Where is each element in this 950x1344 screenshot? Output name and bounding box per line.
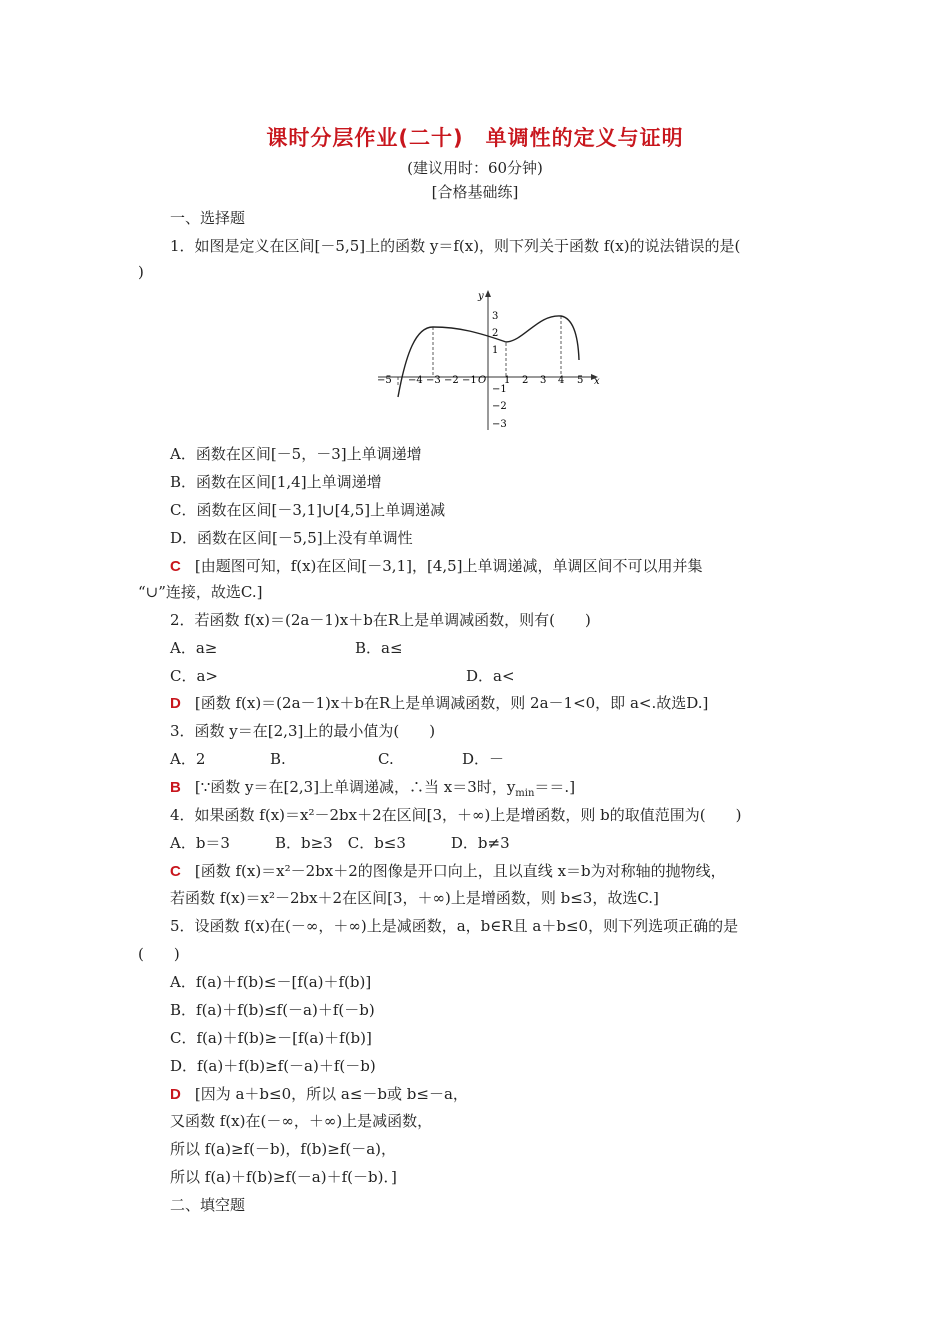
x-tick-label: −2 (444, 375, 459, 386)
q4-explanation-2: 若函数 f(x)＝x²－2bx＋2在区间[3，＋∞)上是增函数，则 b≤3，故选C.] (170, 889, 659, 907)
y-tick-label: −2 (492, 401, 507, 412)
q1-option-b: B．函数在区间[1,4]上单调递增 (170, 473, 382, 491)
q5-stem-tail: ( ) (138, 945, 180, 963)
q5-option-d: D．f(a)＋f(b)≥f(－a)＋f(－b) (170, 1057, 376, 1075)
y-tick-label: 3 (492, 311, 499, 322)
answer-letter: D (170, 1086, 181, 1103)
answer-letter: C (170, 863, 181, 880)
q5-stem: 5．设函数 f(x)在(－∞，＋∞)上是减函数，a，b∈R且 a＋b≤0，则下列选项正确的是 (170, 917, 739, 935)
q5-option-a: A．f(a)＋f(b)≤－[f(a)＋f(b)] (170, 973, 372, 991)
q1-explanation: [由题图可知，f(x)在区间[－3,1]，[4,5]上单调递减，单调区间不可以用并集 (194, 557, 703, 575)
q5-explanation-3: 所以 f(a)≥f(－b)，f(b)≥f(－a)， (170, 1140, 397, 1158)
q3-option-d: D．－ (462, 750, 505, 768)
q2-stem: 2．若函数 f(x)＝(2a－1)x＋b在R上是单调减函数，则有( ) (170, 611, 591, 629)
q1-explanation-tail: “∪”连接，故选C.] (138, 583, 263, 601)
q2-option-d: D．a< (466, 667, 515, 685)
q5-explanation: [因为 a＋b≤0，所以 a≤－b或 b≤－a， (194, 1085, 468, 1103)
q3-option-a: A．2 (170, 750, 206, 768)
q3-subscript: min (515, 788, 535, 799)
q2-option-b: B．a≤ (355, 639, 403, 657)
x-tick-label: −1 (462, 375, 477, 386)
x-tick-label: −4 (408, 375, 423, 386)
q5-answer (170, 1084, 468, 1105)
answer-letter: B (170, 779, 181, 796)
section-heading-fill: 二、填空题 (170, 1196, 246, 1214)
q1-answer (170, 556, 703, 577)
q3-explanation: [∵函数 y＝在[2,3]上单调递减，∴当 x＝3时，y (194, 778, 516, 796)
function-graph (372, 285, 608, 435)
x-tick-label: 5 (577, 375, 584, 386)
section-heading-choice: 一、选择题 (170, 209, 246, 227)
level-label: [合格基础练] (431, 183, 519, 201)
y-tick-label: −3 (492, 419, 507, 430)
origin-label: O (478, 375, 487, 386)
q5-explanation-4: 所以 f(a)＋f(b)≥f(－a)＋f(－b)．] (170, 1168, 397, 1186)
q4-explanation: [函数 f(x)＝x²－2bx＋2的图像是开口向上，且以直线 x＝b为对称轴的抛物线， (194, 862, 726, 880)
q3-option-b: B. (270, 750, 286, 768)
q3-option-c: C. (378, 750, 394, 768)
answer-letter: C (170, 558, 181, 575)
page-subtitle: (建议用时：60分钟) (407, 159, 543, 177)
q4-answer (170, 861, 726, 882)
q3-explanation-tail: ＝＝.] (534, 778, 576, 796)
q2-option-c: C．a> (170, 667, 218, 685)
q5-option-c: C．f(a)＋f(b)≥－[f(a)＋f(b)] (170, 1029, 372, 1047)
y-axis-label: y (478, 291, 484, 302)
q1-option-c: C．函数在区间[－3,1]∪[4,5]上单调递减 (170, 501, 446, 519)
q2-option-a: A．a≥ (170, 639, 218, 657)
q2-answer (170, 693, 708, 714)
q1-stem-tail: ) (138, 263, 144, 281)
q1-option-a: A．函数在区间[－5，－3]上单调递增 (170, 445, 422, 463)
x-tick-label: 4 (558, 375, 565, 386)
q3-stem: 3．函数 y＝在[2,3]上的最小值为( ) (170, 722, 436, 740)
answer-letter: D (170, 695, 181, 712)
y-tick-label: 2 (492, 328, 499, 339)
q5-option-b: B．f(a)＋f(b)≤f(－a)＋f(－b) (170, 1001, 375, 1019)
q3-answer (170, 777, 575, 804)
x-tick-label: 1 (504, 375, 511, 386)
y-tick-label: 1 (492, 345, 499, 356)
x-tick-label: −5 (377, 375, 392, 386)
q2-explanation: [函数 f(x)＝(2a－1)x＋b在R上是单调减函数，则 2a－1<0，即 a<.故选D.] (194, 694, 709, 712)
x-axis-label: x (594, 376, 600, 387)
x-tick-label: 2 (522, 375, 529, 386)
page-title: 课时分层作业(二十) 单调性的定义与证明 (266, 126, 684, 150)
q5-explanation-2: 又函数 f(x)在(－∞，＋∞)上是减函数， (170, 1112, 433, 1130)
x-tick-label: −3 (426, 375, 441, 386)
q4-options: A．b＝3 B．b≥3 C．b≤3 D．b≠3 (170, 834, 510, 852)
q1-option-d: D．函数在区间[－5,5]上没有单调性 (170, 529, 413, 547)
y-tick-label: −1 (492, 384, 507, 395)
q1-stem: 1．如图是定义在区间[－5,5]上的函数 y＝f(x)，则下列关于函数 f(x)的说法错误的是( (170, 237, 741, 255)
x-tick-label: 3 (540, 375, 547, 386)
q4-stem: 4．如果函数 f(x)＝x²－2bx＋2在区间[3，＋∞)上是增函数，则 b的取值范围为( ) (170, 806, 742, 824)
